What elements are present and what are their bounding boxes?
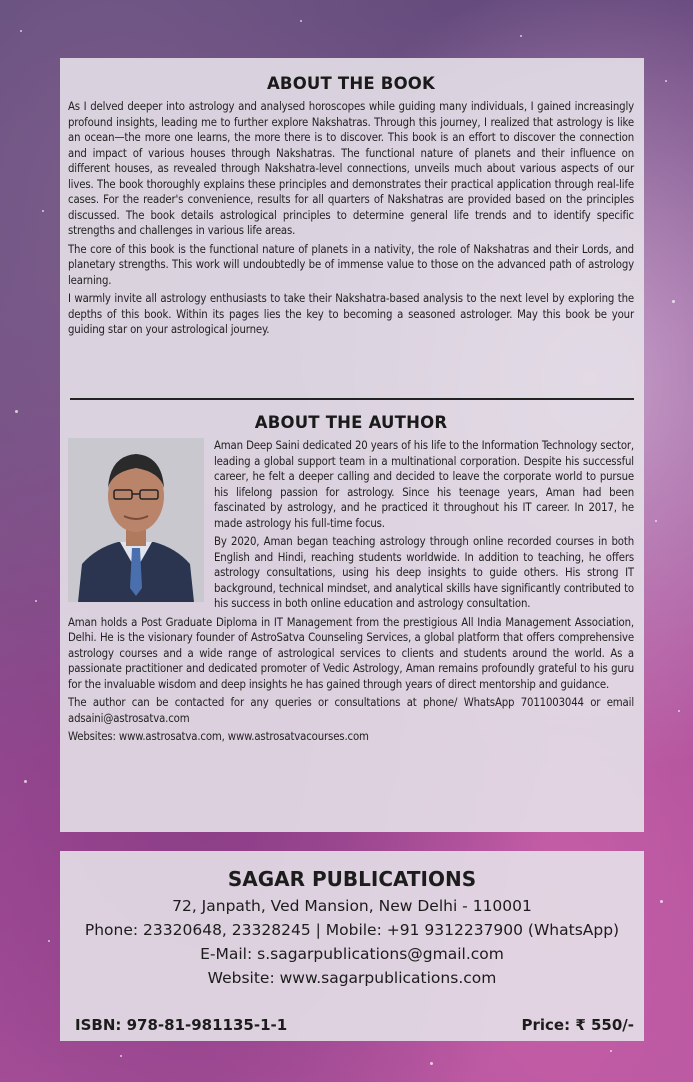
section-divider: [70, 398, 634, 400]
about-book-paragraph: As I delved deeper into astrology and analysed horoscopes while guiding many individuals, I gained increasingly profound insights, leading me to further explore Nakshatras. Through this journey, I realized that astrology is like an ocean—the more one learns, the more there is to discover. This book is an effort to discover the connection and impact of various houses through Nakshatras. The functional nature of planets and their influence on different houses, as revealed through Nakshatra-level connections, unveils much about various aspects of our lives. The book thoroughly explains these principles and demonstrates their practical application through real-life cases. For the reader's convenience, results for all quarters of Nakshatras are provided based on the principles discussed. The book details astrological principles to determine general life trends and to identify specific strengths and challenges in various life areas.: [68, 100, 634, 237]
about-author-paragraph: Aman Deep Saini dedicated 20 years of his life to the Information Technology sector, leading a global support team in a multinational corporation. Despite his successful career, he felt a deeper calling and decided to leave the corporate world to pursue his lifelong passion for astrology. Since his teenage years, Aman had been fascinated by astrology, and he practiced it throughout his IT career. In 2017, he made astrology his full-time focus.: [214, 439, 634, 530]
publisher-phone: Phone: 23320648, 23328245 | Mobile: +91 9312237900 (WhatsApp): [84, 921, 620, 939]
publisher-panel: [60, 851, 644, 1041]
about-book-paragraph: I warmly invite all astrology enthusiasts to take their Nakshatra-based analysis to the next level by exploring the depths of this book. Within its pages lies the key to becoming a seasoned astrologer. May this book be your guiding star on your astrological journey.: [68, 292, 634, 336]
about-author-paragraph: By 2020, Aman began teaching astrology through online recorded courses in both English and Hindi, reaching students worldwide. In addition to teaching, he offers astrology consultations, using his deep insights to guide others. His strong IT background, technical mindset, and analytical skills have significantly contributed to his success in both online education and astrology consultation.: [214, 535, 634, 610]
publisher-address: 72, Janpath, Ved Mansion, New Delhi - 110001: [172, 897, 532, 915]
publisher-email: E-Mail: s.sagarpublications@gmail.com: [200, 945, 504, 963]
publisher-name: SAGAR PUBLICATIONS: [227, 867, 477, 891]
back-cover-text-panel: [60, 58, 644, 832]
author-contact: The author can be contacted for any queries or consultations at phone/ WhatsApp 7011003044 or email adsaini@astrosatva.com: [68, 696, 634, 725]
about-book-heading: ABOUT THE BOOK: [266, 74, 436, 93]
isbn: ISBN: 978-81-981135-1-1: [75, 1016, 288, 1034]
about-book-paragraph: The core of this book is the functional nature of planets in a nativity, the role of Nakshatras and their Lords, and planetary strengths. This work will undoubtedly be of immense value to those on the advanced path of astrology learning.: [68, 242, 634, 287]
publisher-website: Website: www.sagarpublications.com: [207, 969, 497, 987]
author-photo: [68, 438, 204, 602]
about-author-heading: ABOUT THE AUTHOR: [254, 413, 448, 432]
about-author-paragraph: Aman holds a Post Graduate Diploma in IT Management from the prestigious All India Management Association, Delhi. He is the visionary founder of AstroSatva Counseling Services, a global platform that offers comprehensive astrology courses and a wide range of astrological services to clients and students around the world. As a passionate practitioner and dedicated promoter of Vedic Astrology, Aman remains profoundly grateful to his guru for the invaluable wisdom and deep insights he has gained through years of direct mentorship and guidance.: [68, 615, 634, 691]
author-websites: Websites: www.astrosatva.com, www.astrosatvacourses.com: [68, 730, 369, 743]
price: Price: ₹ 550/-: [521, 1016, 634, 1034]
